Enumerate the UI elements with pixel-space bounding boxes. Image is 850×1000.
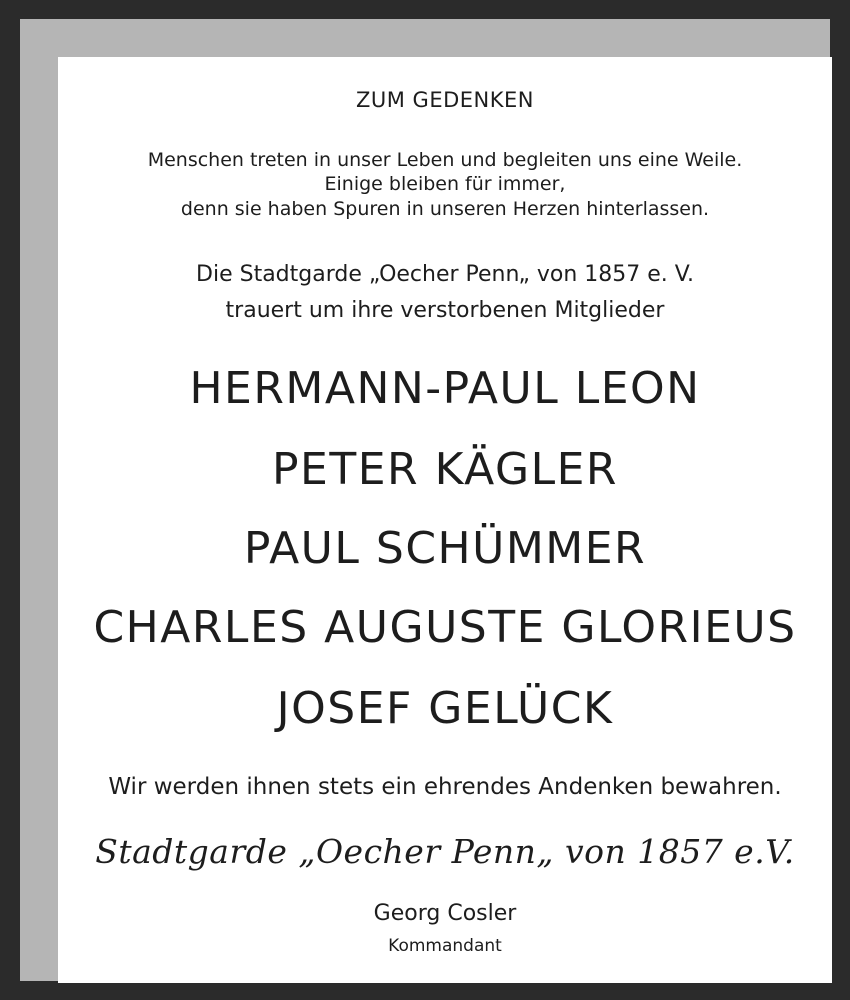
signer-role: Kommandant [388,936,502,956]
organization-signature: Stadtgarde „Oecher Penn„ von 1857 e.V. [95,832,795,871]
deceased-name: CHARLES AUGUSTE GLORIEUS [93,602,797,653]
signer-name: Georg Cosler [373,901,517,926]
deceased-name: PETER KÄGLER [272,444,618,495]
deceased-name: JOSEF GELÜCK [276,683,614,734]
notice-heading: ZUM GEDENKEN [356,88,534,112]
deceased-name: HERMANN-PAUL LEON [189,363,701,414]
intro-line: Die Stadtgarde „Oecher Penn„ von 1857 e. V. [196,262,694,287]
poem-line: Einige bleiben für immer, [324,173,566,195]
poem-line: Menschen treten in unser Leben und begleiten uns eine Weile. [147,149,743,171]
deceased-name: PAUL SCHÜMMER [243,523,647,574]
inner-border [20,19,830,981]
closing-statement: Wir werden ihnen stets ein ehrendes Andenken bewahren. [108,774,782,800]
obituary-notice [58,57,832,983]
poem-line: denn sie haben Spuren in unseren Herzen hinterlassen. [180,198,710,220]
intro-line: trauert um ihre verstorbenen Mitglieder [225,298,665,323]
